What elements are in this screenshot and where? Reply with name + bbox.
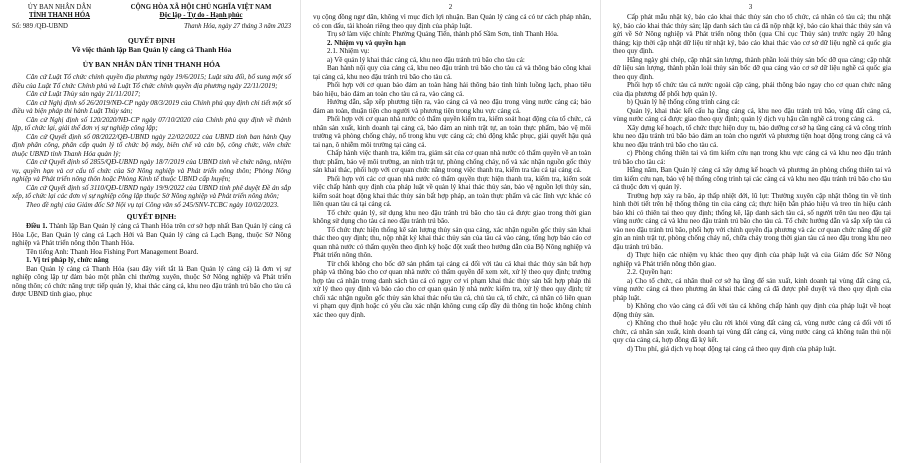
paragraph: Hằng năm, Ban Quản lý cảng cá xây dựng kế hoạch và phương án phòng chống thiên tai và tìm kiếm cứu nạn, báo vệ hệ thống công trình tại các cảng cá và khu neo đậu tránh trú bão cho tàu cá thuộc đơn vị quản lý. <box>613 166 891 191</box>
paragraph: Quản lý, khai thác kết cấu hạ tầng cảng cá, khu neo đậu tránh trú bão, vùng đất cảng cá, vùng nước cảng cá được giao theo quy định; quản lý dịch vụ hậu cần nghề cá trong cảng cá. <box>613 106 891 123</box>
paragraph: Trường hợp xảy ra bão, áp thấp nhiệt đới, lũ lụt: Thường xuyên cập nhật thông tin về tình hình thời tiết trên hệ thống thông tin của cảng cá; thực hiện bắn pháo hiệu và treo tín hiệu cảnh báo khi có thiên tai theo quy định; thống kê, lập danh sách tàu cá, số người trên tàu neo đậu tại vùng nước cảng cá và khu neo đậu tránh trú bão cho tàu cá. Tổ chức hướng dẫn và sắp xếp tàu cá vào neo đậu tránh trú bão, phối hợp với chính quyền địa phương và các cơ quan chức năng để giữ gìn an ninh trật tự, phòng chống cháy nổ, chữa cháy trong thời gian tàu cá neo đậu trong khu neo đậu tránh trú bão. <box>613 191 891 251</box>
decision-heading: QUYẾT ĐỊNH: <box>126 212 177 222</box>
page-number: 3 <box>748 3 753 11</box>
section-1-text: Ban Quản lý cảng cá Thanh Hóa (sau đây viết tắt là Ban Quản lý cảng cá) là đơn vị sự nghiệp công lập tự đảm bảo một phần chi thường xuyên, thuộc Sở Nông nghiệp và Phát triển nông thôn; có chức năng trực tiếp quản lý, khai thác cảng cá, khu neo đậu tránh trú bão cho tàu cá được UBND tỉnh giao, phục <box>12 264 291 299</box>
page-number: 2 <box>448 3 453 11</box>
subsection-2-1: 2.1. Nhiệm vụ: <box>327 47 370 55</box>
paragraph: Tổ chức thực hiện thống kê sản lượng thủy sản qua cảng, xác nhận nguồn gốc thủy sản khai thác theo quy định; thu, nộp nhật ký khai thác thủy sản của tàu cá vào cảng, tổng hợp báo cáo cơ quan nhà nước có thẩm quyền theo định kỳ hoặc đột xuất theo hướng dẫn của Bộ Nông nghiệp và Phát triển nông thôn. <box>313 225 591 259</box>
doc-type: QUYẾT ĐỊNH <box>127 35 176 45</box>
item-a: a) Về quản lý khai thác cảng cá, khu neo đậu tránh trú bão cho tàu cá: <box>327 55 525 64</box>
headquarters: Trụ sở làm việc chính: Phường Quảng Tiến, thành phố Sầm Sơn, tỉnh Thanh Hóa. <box>327 30 559 38</box>
subsection-2-2: 2.2. Quyền hạn: <box>627 268 673 276</box>
paragraph: b) Không cho vào cảng cá đối với tàu cá không chấp hành quy định của pháp luật về hoạt động thủy sản. <box>613 302 891 319</box>
english-name: Tên tiếng Anh: Thanh Hoa Fishing Port Management Board. <box>26 247 199 256</box>
page-2 <box>300 0 600 463</box>
page-3 <box>600 0 900 463</box>
ground-item: Căn cứ Nghị định số 120/2020/NĐ-CP ngày 07/10/2020 của Chính phủ quy định về thành lập, tổ chức lại, giải thể đơn vị sự nghiệp công lập; <box>12 115 291 133</box>
paragraph: Hướng dẫn, sắp xếp phương tiện ra, vào cảng cá và neo đậu trong vùng nước cảng cá; bảo đảm an toàn, thuận tiện cho người và phương tiện trong khu vực cảng cá. <box>313 98 591 115</box>
ground-item: Căn cứ Quyết định số 3110/QĐ-UBND ngày 19/9/2022 của UBND tỉnh phê duyệt Đề án sắp xếp, tổ chức lại các đơn vị sự nghiệp công lập thuộc Sở Nông nghiệp và Phát triển nông thôn; <box>12 183 291 201</box>
paragraph: Xây dựng kế hoạch, tổ chức thực hiện duy tu, bảo dưỡng cơ sở hạ tầng cảng cá và công trình khu neo đậu tránh trú bão bảo đảm an toàn cho người và phương tiện hoạt động trong cảng cá và khu neo đậu tránh trú bão cho tàu cá. <box>613 123 891 149</box>
article-1-label: Điều 1. <box>26 222 48 231</box>
paragraph: Phối hợp với cơ quan bảo đảm an toàn hàng hải thông báo tình hình luồng lạch, phao tiêu báo hiệu, bảo đảm an toàn cho tàu cá ra, vào cảng cá. <box>313 81 591 98</box>
issuing-authority-title: ỦY BAN NHÂN DÂN TỈNH THANH HÓA <box>82 59 221 69</box>
section-2-heading: 2. Nhiệm vụ và quyền hạn <box>327 38 406 47</box>
item-b: b) Quản lý hệ thống công trình cảng cá: <box>627 98 740 106</box>
ground-item: Căn cứ Quyết định số 2855/QĐ-UBND ngày 18/7/2019 của UBND tỉnh về chức năng, nhiệm vụ, quyền hạn và cơ cấu tổ chức của Sở Nông nghiệp và Phát triển nông thôn; Phòng Nông nghiệp và Phát triển nông thôn hoặc Phòng Kinh tế thuộc UBND cấp huyện; <box>12 158 291 184</box>
nation-line1: CỘNG HÒA XÃ HỘI CHỦ NGHĨA VIỆT NAM <box>130 4 272 11</box>
ground-item: Căn cứ Luật Tổ chức chính quyền địa phương ngày 19/6/2015; Luật sửa đổi, bổ sung một số điều của Luật Tổ chức Chính phủ và Luật Tổ chức chính quyền địa phương ngày 22/11/2019; <box>12 73 291 90</box>
paragraph: Tổ chức quản lý, sử dụng khu neo đậu tránh trú bão cho tàu cá được giao trong thời gian không sử dụng cho tàu cá neo đậu tránh trú bão. <box>313 208 591 225</box>
paragraph: Phối hợp tổ chức tàu cá nước ngoài cập cảng, phải thông báo ngay cho cơ quan chức năng của địa phương để phối hợp quản lý. <box>613 81 891 98</box>
ground-item: Căn cứ Quyết định số 08/2022/QĐ-UBND ngày 22/02/2022 của UBND tỉnh ban hành Quy định phân công, phân cấp quản lý tổ chức bộ máy, biên chế và cán bộ, công chức, viên chức thuộc UBND tỉnh Thanh Hóa quản lý; <box>12 132 291 158</box>
paragraph: Phối hợp với các cơ quan nhà nước có thẩm quyền thực hiện thanh tra, kiểm tra, kiểm soát việc chấp hành quy định của pháp luật về quản lý khai thác thủy sản, bảo vệ nguồn lợi thủy sản, kiểm soát hoạt động khai thác thủy sản bất hợp pháp, an toàn thực phẩm và các lĩnh vực khác có liên quan tàu cá tại cảng cá. <box>313 174 591 208</box>
legal-grounds <box>12 73 291 209</box>
doc-number: Số: 989 /QĐ-UBND <box>12 22 68 30</box>
national-motto <box>111 4 291 20</box>
continued-text: vụ cộng đồng ngư dân, không vì mục đích lợi nhuận. Ban Quản lý cảng cá có tư cách pháp nhân, có con dấu, tài khoản riêng theo quy định của pháp luật. <box>313 13 591 30</box>
ground-item: Căn cứ Luật Thủy sản ngày 21/11/2017; <box>26 90 141 99</box>
article-1 <box>12 222 291 248</box>
paragraph: a) Cho tổ chức, cá nhân thuê cơ sở hạ tầng để sản xuất, kinh doanh tại vùng đất cảng cá, vùng nước cảng cá theo phương án khai thác cảng cá đã được phê duyệt và theo quy định của pháp luật. <box>613 276 891 302</box>
paragraph: Hằng ngày ghi chép, cập nhật sản lượng, thành phần loài thủy sản bốc dỡ qua cảng; cập nhật dữ liệu sản lượng, thành phần loài thủy sản bốc dỡ qua cảng vào cơ sở dữ liệu nghề cá quốc gia theo quy định. <box>613 55 891 81</box>
document-header <box>12 4 291 20</box>
paragraph: Phối hợp với cơ quan nhà nước có thẩm quyền kiểm tra, kiểm soát hoạt động của tổ chức, cá nhân sản xuất, kinh doanh tại cảng cá, bảo đảm an ninh trật tự, an toàn thực phẩm, bảo vệ môi trường và phòng chống cháy, nổ trong khu vực cảng cá; chủ động khắc phục, giải quyết hậu quả tai nạn, ô nhiễm môi trường tại cảng cá. <box>313 115 591 149</box>
paragraph: Cấp phát mẫu nhật ký, báo cáo khai thác thủy sản cho tổ chức, cá nhân có tàu cá; thu nhật ký, báo cáo khai thác thủy sản; lập danh sách tàu cá đã nộp nhật ký, báo cáo khai thác thủy sản và gửi về Sở Nông nghiệp và Phát triển nông thôn (qua Chi cục Thủy sản) trước ngày 20 hằng tháng; kịp thời cập nhật dữ liệu từ nhật ký, báo cáo khai thác vào cơ sở dữ liệu nghề cá quốc gia theo quy định. <box>613 13 891 55</box>
paragraph: c) Không cho thuê hoặc yêu cầu rời khỏi vùng đất cảng cá, vùng nước cảng cá đối với tổ chức, cá nhân sản xuất, kinh doanh tại vùng đất cảng cá, vùng nước cảng cá không tuân thủ nội quy của cảng cá, hợp đồng đã ký kết. <box>613 319 891 344</box>
doc-subject: Về việc thành lập Ban Quản lý cảng cá Thanh Hóa <box>71 44 232 54</box>
nation-line2: Độc lập - Tự do - Hạnh phúc <box>159 11 243 19</box>
doc-date: Thanh Hóa, ngày 27 tháng 3 năm 2023 <box>184 22 291 30</box>
issuing-authority <box>12 4 107 20</box>
paragraph: d) Thu phí, giá dịch vụ hoạt động tại cảng cá theo quy định của pháp luật. <box>627 344 837 353</box>
org-line2: TỈNH THANH HÓA <box>28 11 91 19</box>
paragraph: Chấp hành việc thanh tra, kiểm tra, giám sát của cơ quan nhà nước có thẩm quyền về an toàn thực phẩm, bảo vệ môi trường, an ninh trật tự, phòng chống cháy, nổ và xác nhận nguồn gốc thủy sản khai thác, phối hợp với cơ quan chức năng trong việc thanh tra, kiểm tra tàu cá tại cảng cá. <box>313 149 591 174</box>
ground-item: Căn cứ Nghị định số 26/2019/NĐ-CP ngày 08/3/2019 của Chính phủ quy định chi tiết một số điều và biện pháp thi hành Luật Thủy sản; <box>12 98 291 116</box>
page-1 <box>0 0 300 463</box>
item-d: d) Thực hiện các nhiệm vụ khác theo quy định của pháp luật và của Giám đốc Sở Nông nghiệp và Phát triển nông thôn giao. <box>613 251 891 268</box>
ground-item: Theo đề nghị của Giám đốc Sở Nội vụ tại Công văn số 245/SNV-TCBC ngày 10/02/2023. <box>26 200 279 209</box>
paragraph: Ban hành nội quy của cảng cá, khu neo đậu tránh trú bão cho tàu cá và thông báo công khai tại cảng cá, khu neo đậu tránh trú bão cho tàu cá. <box>313 64 591 81</box>
org-line1: ỦY BAN NHÂN DÂN <box>27 4 92 11</box>
article-1-text: Thành lập Ban Quản lý cảng cá Thanh Hóa trên cơ sở hợp nhất Ban Quản lý cảng cá Hòa Lộc, Ban Quản lý cảng cá Lạch Hới và Ban Quản lý cảng cá Lạch Bạng, thuộc Sở Nông nghiệp và Phát triển nông thôn Thanh Hóa. <box>12 222 291 248</box>
number-date-line <box>12 23 291 31</box>
item-c: c) Phòng chống thiên tai và tìm kiếm cứu nạn trong khu vực cảng cá và khu neo đậu tránh trú bão cho tàu cá: <box>613 149 891 166</box>
paragraph: Từ chối không cho bốc dỡ sản phẩm tại cảng cá đối với tàu cá khai thác thủy sản bất hợp pháp và thông báo cho cơ quan nhà nước có thẩm quyền để xem xét, xử lý theo quy định; trường hợp tàu cá nhận trong danh sách tàu cá có nguy cơ vi phạm khai thác thủy sản bất hợp pháp thì xử lý theo quy định và báo cáo cho cơ quan quản lý nhà nước kiểm tra, xử lý theo quy định; từ chối xác nhận nguồn gốc thủy sản khai thác nếu tàu cá, chủ tàu cá, tổ chức, cá nhân có liên quan vi phạm quy định hoặc có yêu cầu xác nhận không cung cấp đầy đủ thông tin hoặc không chính xác theo quy định. <box>313 259 591 319</box>
section-1-heading: 1. Vị trí pháp lý, chức năng <box>26 256 109 265</box>
